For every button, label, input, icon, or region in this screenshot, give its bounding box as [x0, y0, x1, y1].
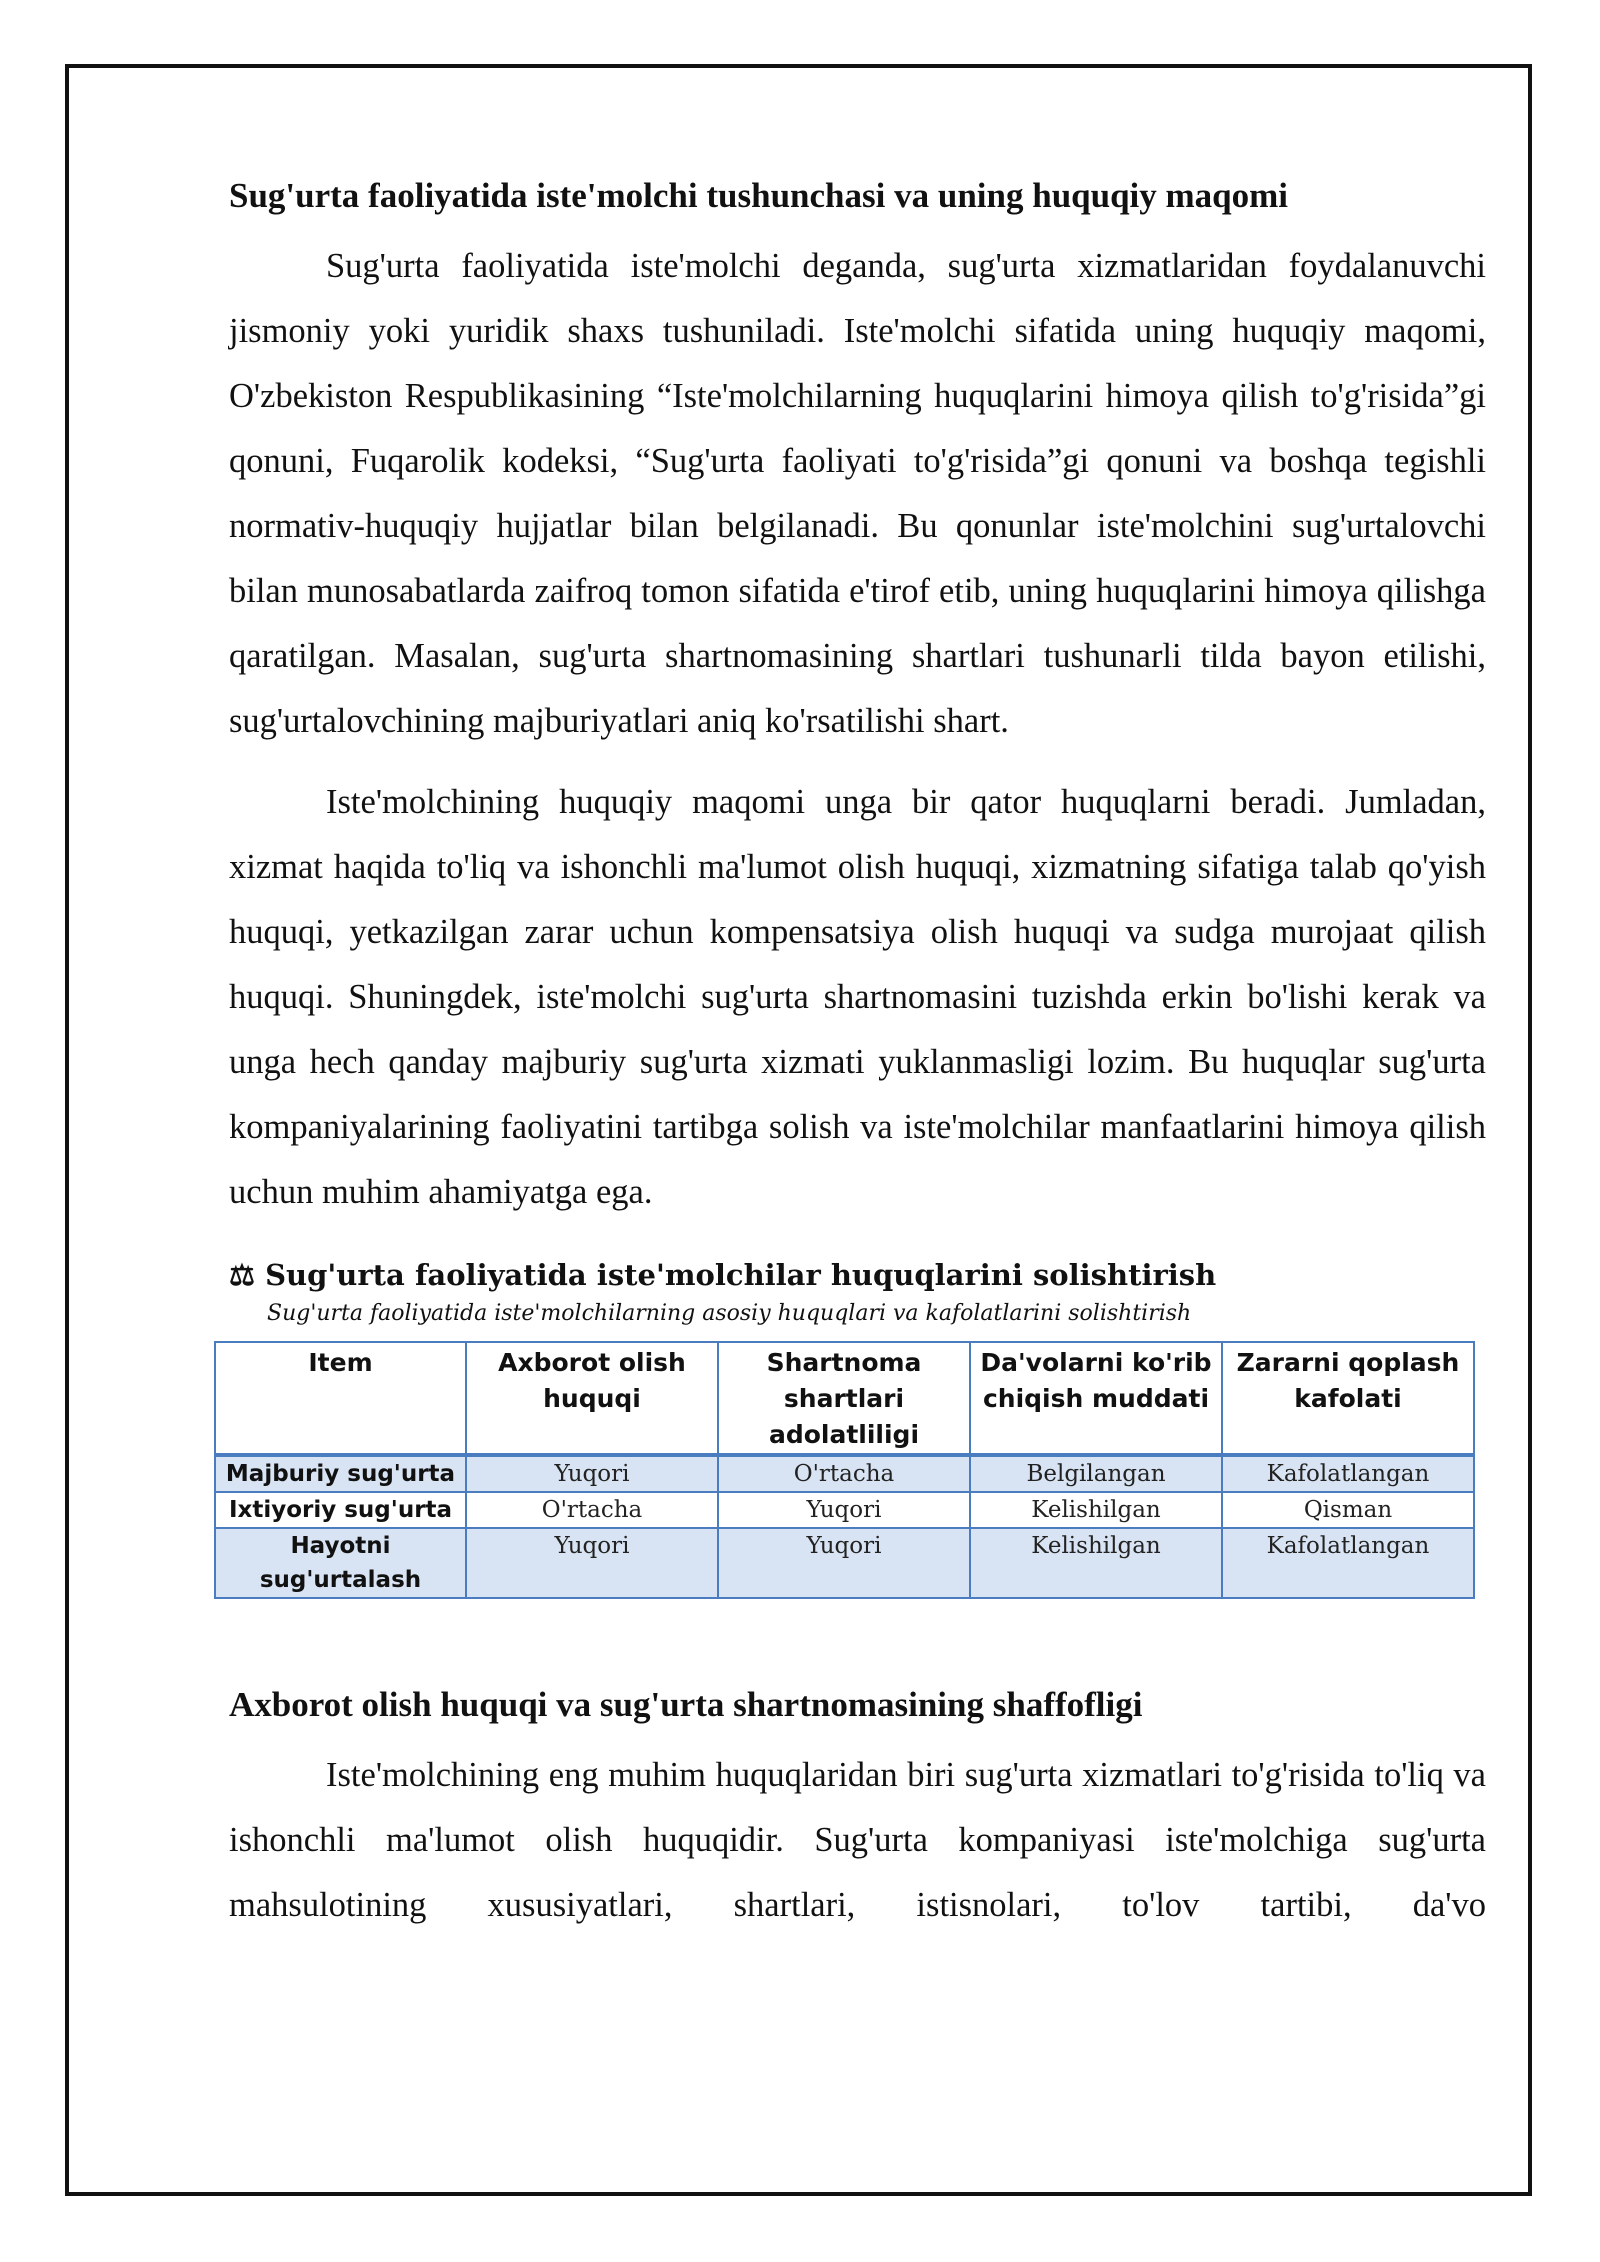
- header-item: Item: [215, 1342, 466, 1455]
- scales-icon: ⚖: [229, 1258, 255, 1292]
- table-cell: Qisman: [1222, 1492, 1474, 1528]
- section-heading-consumer-status: Sug'urta faoliyatida iste'molchi tushunchasi va uning huquqiy maqomi: [229, 176, 1289, 215]
- rights-comparison-table: [214, 1341, 1475, 1599]
- table-title-text: Sug'urta faoliyatida iste'molchilar huquqlarini solishtirish: [265, 1258, 1217, 1292]
- table-cell: Yuqori: [466, 1455, 718, 1492]
- table-title: [229, 1255, 1486, 1295]
- paragraph-information-right: Iste'molchining eng muhim huquqlaridan biri sug'urta xizmatlari to'g'risida to'liq va ishonchli ma'lumot olish huquqidir. Sug'urta kompaniyasi iste'molchiga sug'urta mahsulotining xususiyatlari, shartlari, istisnolari, to'lov tartibi, da'vo: [229, 1756, 1486, 1924]
- table-row: [215, 1455, 1474, 1492]
- table-cell: Kelishilgan: [970, 1528, 1222, 1598]
- table-cell: Belgilangan: [970, 1455, 1222, 1492]
- paragraph-consumer-rights: Iste'molchining huquqiy maqomi unga bir qator huquqlarni beradi. Jumladan, xizmat haqida to'liq va ishonchli ma'lumot olish huquqi, xizmatning sifatiga talab qo'yish huquqi, yetkazilgan zarar uchun kompensatsiya olish huquqi va sudga murojaat qilish huquqi. Shuningdek, iste'molchi sug'urta shartnomasini tuzishda erkin bo'lishi kerak va unga hech qanday majburiy sug'urta xizmati yuklanmasligi lozim. Bu huquqlar sug'urta kompaniyalarining faoliyatini tartibga solish va iste'molchilar manfaatlarini himoya qilish uchun muhim ahamiyatga ega.: [229, 783, 1486, 1211]
- row-label-life-insurance: Hayotni sug'urtalash: [215, 1528, 466, 1598]
- table-cell: Yuqori: [718, 1528, 970, 1598]
- table-cell: O'rtacha: [718, 1455, 970, 1492]
- header-information-right: Axborot olish huquqi: [466, 1342, 718, 1455]
- header-damage-guarantee: Zararni qoplash kafolati: [1222, 1342, 1474, 1455]
- header-claim-period: Da'volarni ko'rib chiqish muddati: [970, 1342, 1222, 1455]
- table-cell: Yuqori: [466, 1528, 718, 1598]
- header-contract-fairness: Shartnoma shartlari adolatliligi: [718, 1342, 970, 1455]
- row-label-voluntary-insurance: Ixtiyoriy sug'urta: [215, 1492, 466, 1528]
- table-cell: Kafolatlangan: [1222, 1528, 1474, 1598]
- section-heading-information-right: Axborot olish huquqi va sug'urta shartnomasining shaffofligi: [229, 1685, 1143, 1724]
- document-body: [225, 170, 1486, 1938]
- paragraph-consumer-definition: Sug'urta faoliyatida iste'molchi deganda, sug'urta xizmatlaridan foydalanuvchi jismoniy yoki yuridik shaxs tushuniladi. Iste'molchi sifatida uning huquqiy maqomi, O'zbekiston Respublikasining “Iste'molchilarning huquqlarini himoya qilish to'g'risida”gi qonuni, Fuqarolik kodeksi, “Sug'urta faoliyati to'g'risida”gi qonuni va boshqa tegishli normativ-huquqiy hujjatlar bilan belgilanadi. Bu qonunlar iste'molchini sug'urtalovchi bilan munosabatlarda zaifroq tomon sifatida e'tirof etib, uning huquqlarini himoya qilishga qaratilgan. Masalan, sug'urta shartnomasining shartlari tushunarli tilda bayon etilishi, sug'urtalovchining majburiyatlari aniq ko'rsatilishi shart.: [229, 247, 1486, 740]
- table-cell: Kafolatlangan: [1222, 1455, 1474, 1492]
- row-label-mandatory-insurance: Majburiy sug'urta: [215, 1455, 466, 1492]
- table-cell: O'rtacha: [466, 1492, 718, 1528]
- table-cell: Yuqori: [718, 1492, 970, 1528]
- table-cell: Kelishilgan: [970, 1492, 1222, 1528]
- table-caption: [229, 1255, 1486, 1329]
- table-row: [215, 1492, 1474, 1528]
- table-subtitle: Sug'urta faoliyatida iste'molchilarning asosiy huquqlari va kafolatlarini solishtirish: [267, 1301, 1192, 1326]
- table-row: [215, 1528, 1474, 1598]
- table-header-row: [215, 1342, 1474, 1455]
